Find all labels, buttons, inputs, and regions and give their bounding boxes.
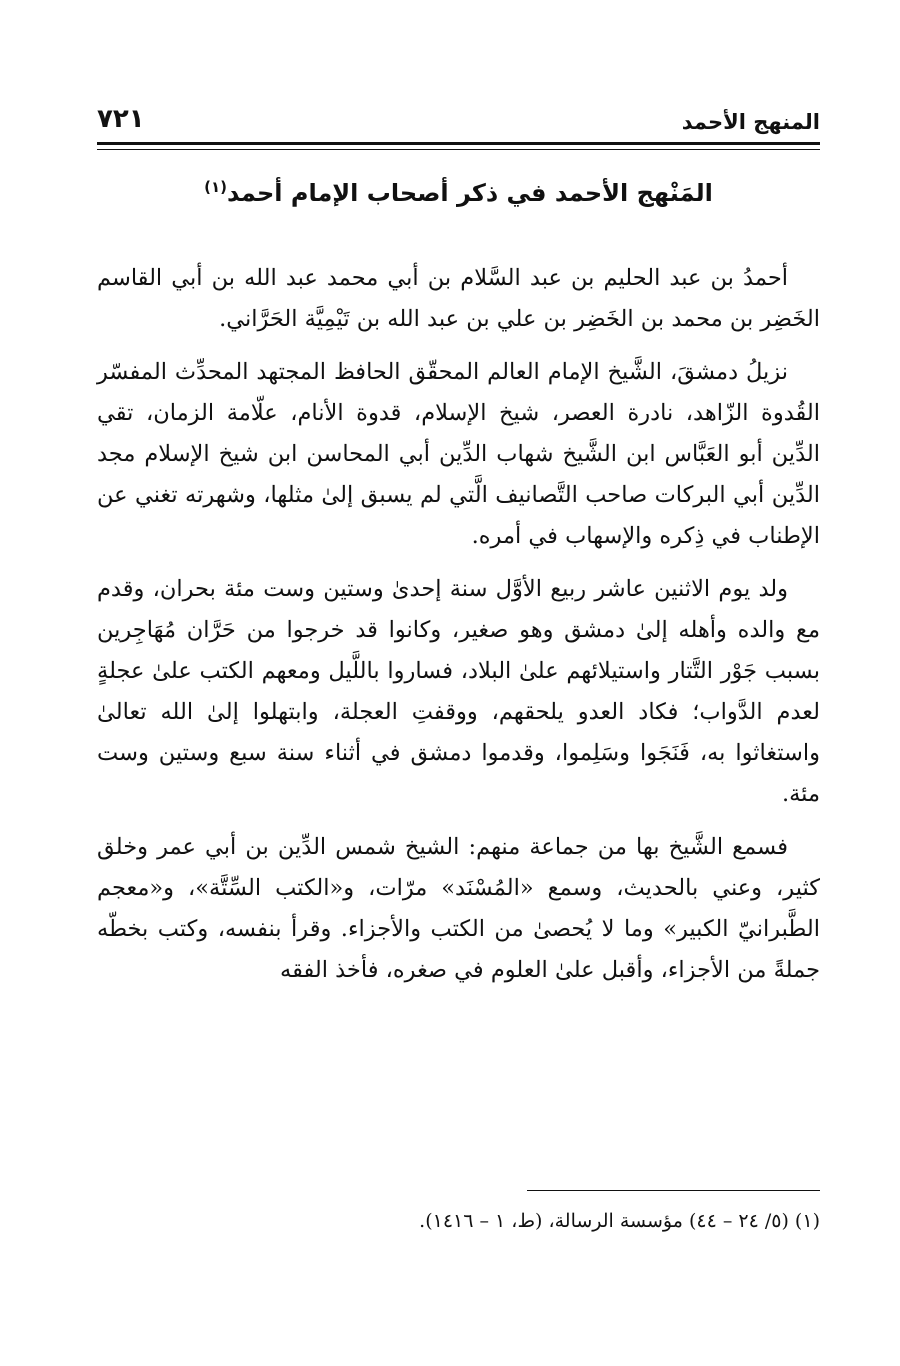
running-title: المنهج الأحمد xyxy=(681,110,820,134)
title-footnote-mark: (١) xyxy=(204,178,228,196)
header-rule-thick xyxy=(97,142,820,145)
footnote: (١) (٥/ ٢٤ – ٤٤) مؤسسة الرسالة، (ط، ١ – ١٤١٦). xyxy=(419,1210,820,1232)
chapter-title xyxy=(97,178,820,207)
chapter-title-text: المَنْهج الأحمد في ذكر أصحاب الإمام أحمد xyxy=(227,179,713,207)
paragraph: أحمدُ بن عبد الحليم بن عبد السَّلام بن أبي محمد عبد الله بن أبي القاسم الخَضِر بن محمد بن الخَضِر بن علي بن عبد الله بن تَيْمِيَّة الحَرَّاني. xyxy=(97,265,820,332)
page-header xyxy=(97,104,820,140)
page-number: ٧٢١ xyxy=(97,104,145,134)
footnote-separator xyxy=(527,1190,820,1191)
body-text xyxy=(97,258,820,1003)
paragraph: ولد يوم الاثنين عاشر ربيع الأوَّل سنة إحدىٰ وستين وست مئة بحران، وقدم مع والده وأهله إلىٰ دمشق وهو صغير، وكانوا قد خرجوا من حَرَّان مُهَاجِرين بسبب جَوْر التَّتار واستيلائهم علىٰ البلاد، فساروا باللَّيل ومعهم الكتب علىٰ عجلةٍ لعدم الدَّواب؛ فكاد العدو يلحقهم، ووقفتِ العجلة، وابتهلوا إلىٰ الله تعالىٰ واستغاثوا به، فَنَجَوا وسَلِموا، وقدموا دمشق في أثناء سنة سبع وستين وست مئة. xyxy=(97,576,820,807)
paragraph: نزيلُ دمشقَ، الشَّيخ الإمام العالم المحقّق الحافظ المجتهد المحدِّث المفسّر القُدوة الزّاهد، نادرة العصر، شيخ الإسلام، قدوة الأنام، علّامة الزمان، تقي الدِّين أبو العَبَّاس ابن الشَّيخ شهاب الدِّين أبي المحاسن ابن شيخ الإسلام مجد الدِّين أبي البركات صاحب التَّصانيف الَّتي لم يسبق إلىٰ مثلها، وشهرته تغني عن الإطناب في ذِكره والإسهاب في أمره. xyxy=(97,359,820,549)
header-rule-thin xyxy=(97,149,820,150)
paragraph: فسمع الشَّيخ بها من جماعة منهم: الشيخ شمس الدِّين بن أبي عمر وخلق كثير، وعني بالحديث، وسمع «المُسْنَد» مرّات، و«الكتب السِّتَّة»، و«معجم الطَّبرانيّ الكبير» وما لا يُحصىٰ من الكتب والأجزاء. وقرأ بنفسه، وكتب بخطّه جملةً من الأجزاء، وأقبل علىٰ العلوم في صغره، فأخذ الفقه xyxy=(97,834,820,983)
